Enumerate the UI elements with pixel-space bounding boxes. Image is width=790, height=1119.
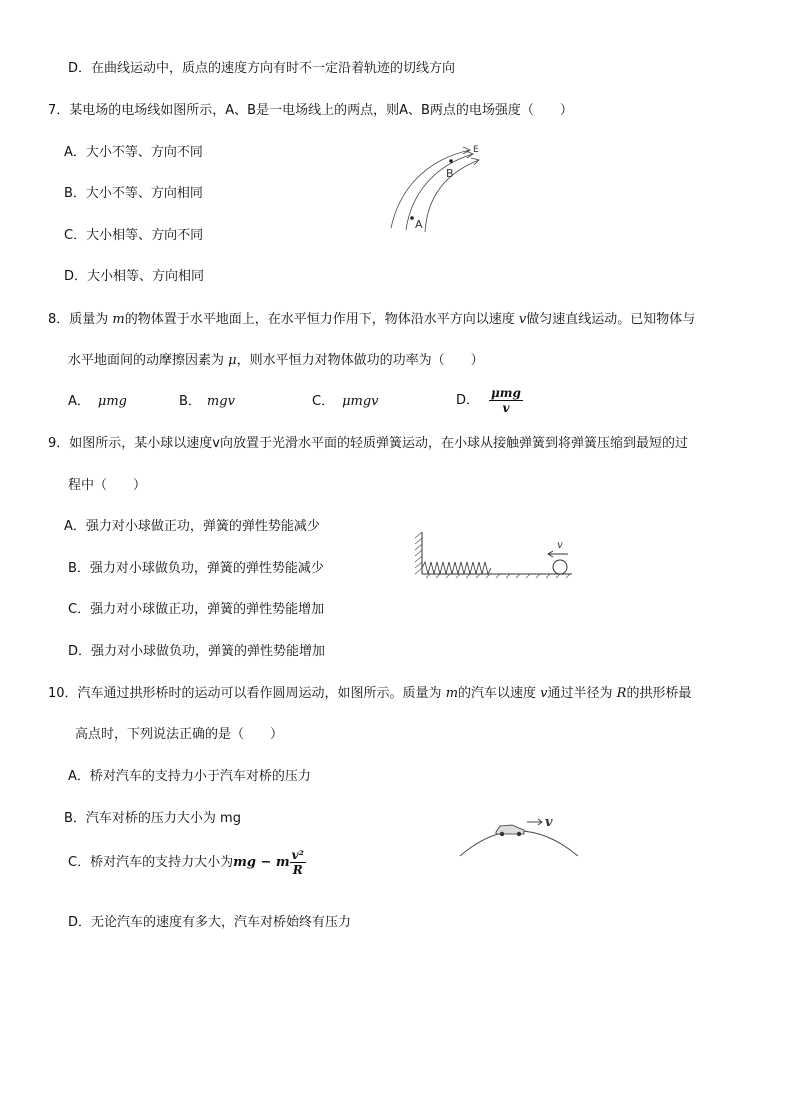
q9-stem-line1: 9．如图所示，某小球以速度v向放置于光滑水平面的轻质弹簧运动，在小球从接触弹簧到将弹簧压缩到最短的过 xyxy=(48,436,688,451)
q9-option-b: B．强力对小球做负功，弹簧的弹性势能减少 xyxy=(68,561,324,576)
q7-option-b: B．大小不等、方向相同 xyxy=(64,186,203,201)
q7-electric-field-figure xyxy=(385,140,495,240)
car xyxy=(496,825,524,836)
q10-stem-line1: 10．汽车通过拱形桥时的运动可以看作圆周运动，如图所示。质量为 m的汽车以速度 v通过半径为 R的拱形桥最 xyxy=(48,686,692,701)
label-a: A xyxy=(415,218,423,231)
ground-hatching xyxy=(426,574,570,578)
wall-hatching xyxy=(415,532,422,574)
label-v: v xyxy=(545,815,553,830)
q9-option-c: C．强力对小球做正功，弹簧的弹性势能增加 xyxy=(68,602,325,617)
point-a xyxy=(410,216,414,220)
label-e: E xyxy=(473,145,479,155)
q10-option-d: D．无论汽车的速度有多大，汽车对桥始终有压力 xyxy=(68,915,352,930)
q8-stem-line1: 8．质量为 m的物体置于水平地面上，在水平恒力作用下，物体沿水平方向以速度 v做匀速直线运动。已知物体与 xyxy=(48,312,696,327)
q8-option-a: A． μmg xyxy=(68,394,128,409)
q10-option-c: C．桥对汽车的支持力大小为mg − m $\frac{\text{v²}}{R}$ xyxy=(68,848,304,877)
point-b xyxy=(449,159,453,163)
q9-option-a: A．强力对小球做正功，弹簧的弹性势能减少 xyxy=(64,519,320,534)
q7-option-c: C．大小相等、方向不同 xyxy=(64,228,204,243)
q8-option-b: B． mgv xyxy=(179,394,235,409)
q6-option-d: D．在曲线运动中，质点的速度方向有时不一定沿着轨迹的切线方向 xyxy=(68,61,456,76)
q9-option-d: D．强力对小球做负功，弹簧的弹性势能增加 xyxy=(68,644,326,659)
q7-stem: 7．某电场的电场线如图所示，A、B是一电场线上的两点，则A、B两点的电场强度（ ） xyxy=(48,103,573,118)
label-b: B xyxy=(446,167,454,180)
q8-option-d: D． $\frac{\text{μmg}}{v}$ xyxy=(456,386,521,415)
spring xyxy=(422,562,491,574)
q10-stem-line2: 高点时，下列说法正确的是（ ） xyxy=(75,727,284,742)
q8-option-d-fraction: $\frac{\text{μmg}}{v}$ xyxy=(491,386,521,415)
q9-stem-line2: 程中（ ） xyxy=(68,478,147,493)
q7-option-d: D．大小相等、方向相同 xyxy=(64,269,205,284)
label-v: v xyxy=(557,540,563,551)
field-line-1 xyxy=(391,150,470,228)
q9-spring-figure xyxy=(414,528,574,584)
q10-bridge-figure xyxy=(456,808,582,860)
q10-option-a: A．桥对汽车的支持力小于汽车对桥的压力 xyxy=(68,769,311,784)
q8-option-c: C． μmgv xyxy=(312,394,379,409)
ball xyxy=(553,560,567,574)
q7-option-a: A．大小不等、方向不同 xyxy=(64,145,203,160)
q10-option-c-fraction: $\frac{\text{v²}}{R}$ xyxy=(291,848,304,877)
q10-option-b: B．汽车对桥的压力大小为 mg xyxy=(64,811,241,826)
q8-stem-line2: 水平地面间的动摩擦因素为 μ，则水平恒力对物体做功的功率为（ ） xyxy=(68,353,484,368)
